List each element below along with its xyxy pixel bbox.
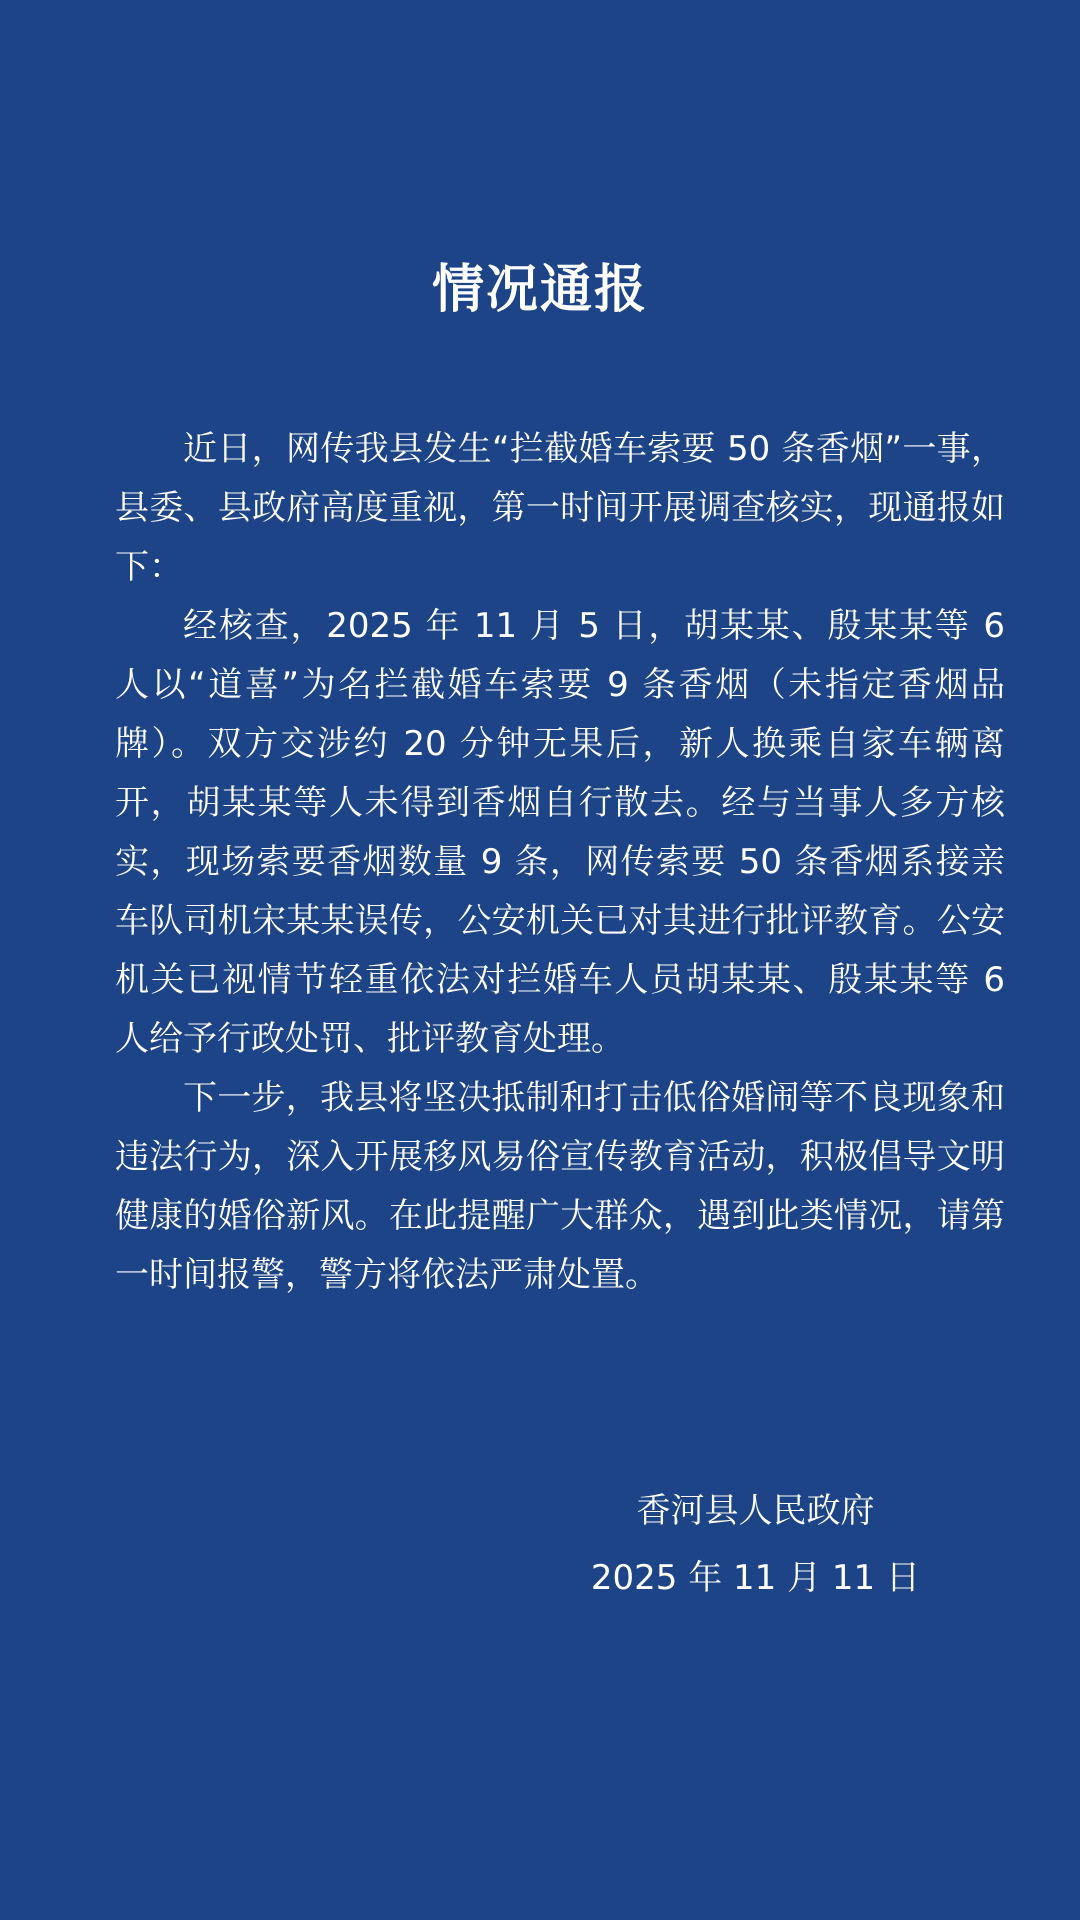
notice-paragraph-next-steps: 下一步，我县将坚决抵制和打击低俗婚闹等不良现象和违法行为，深入开展移风易俗宣传教育活动，积极倡导文明健康的婚俗新风。在此提醒广大群众，遇到此类情况，请第一时间报警，警方将依法严肃处置。 [115,1078,1005,1295]
issue-date: 2025 年 11 月 11 日 [590,1558,920,1598]
notice-paragraph-findings: 经核查，2025 年 11 月 5 日，胡某某、殷某某等 6 人以“道喜”为名拦截婚车索要 9 条香烟（未指定香烟品牌）。双方交涉约 20 分钟无果后，新人换乘自家车辆离开，胡某某等人未得到香烟自行散去。经与当事人多方核实，现场索要香烟数量 9 条，网传索要 50 条香烟系接亲车队司机宋某某误传，公安机关已对其进行批评教育。公安机关已视情节轻重依法对拦婚车人员胡某某、殷某某等 6 人给予行政处罚、批评教育处理。 [115,606,1005,1059]
notice-body [115,420,1005,1305]
issuer-name: 香河县人民政府 [636,1491,875,1531]
notice-title: 情况通报 [431,259,648,320]
notice-signature [591,1478,920,1612]
notice-paragraph-intro: 近日，网传我县发生“拦截婚车索要 50 条香烟”一事，县委、县政府高度重视，第一时间开展调查核实，现通报如下： [115,429,1005,587]
